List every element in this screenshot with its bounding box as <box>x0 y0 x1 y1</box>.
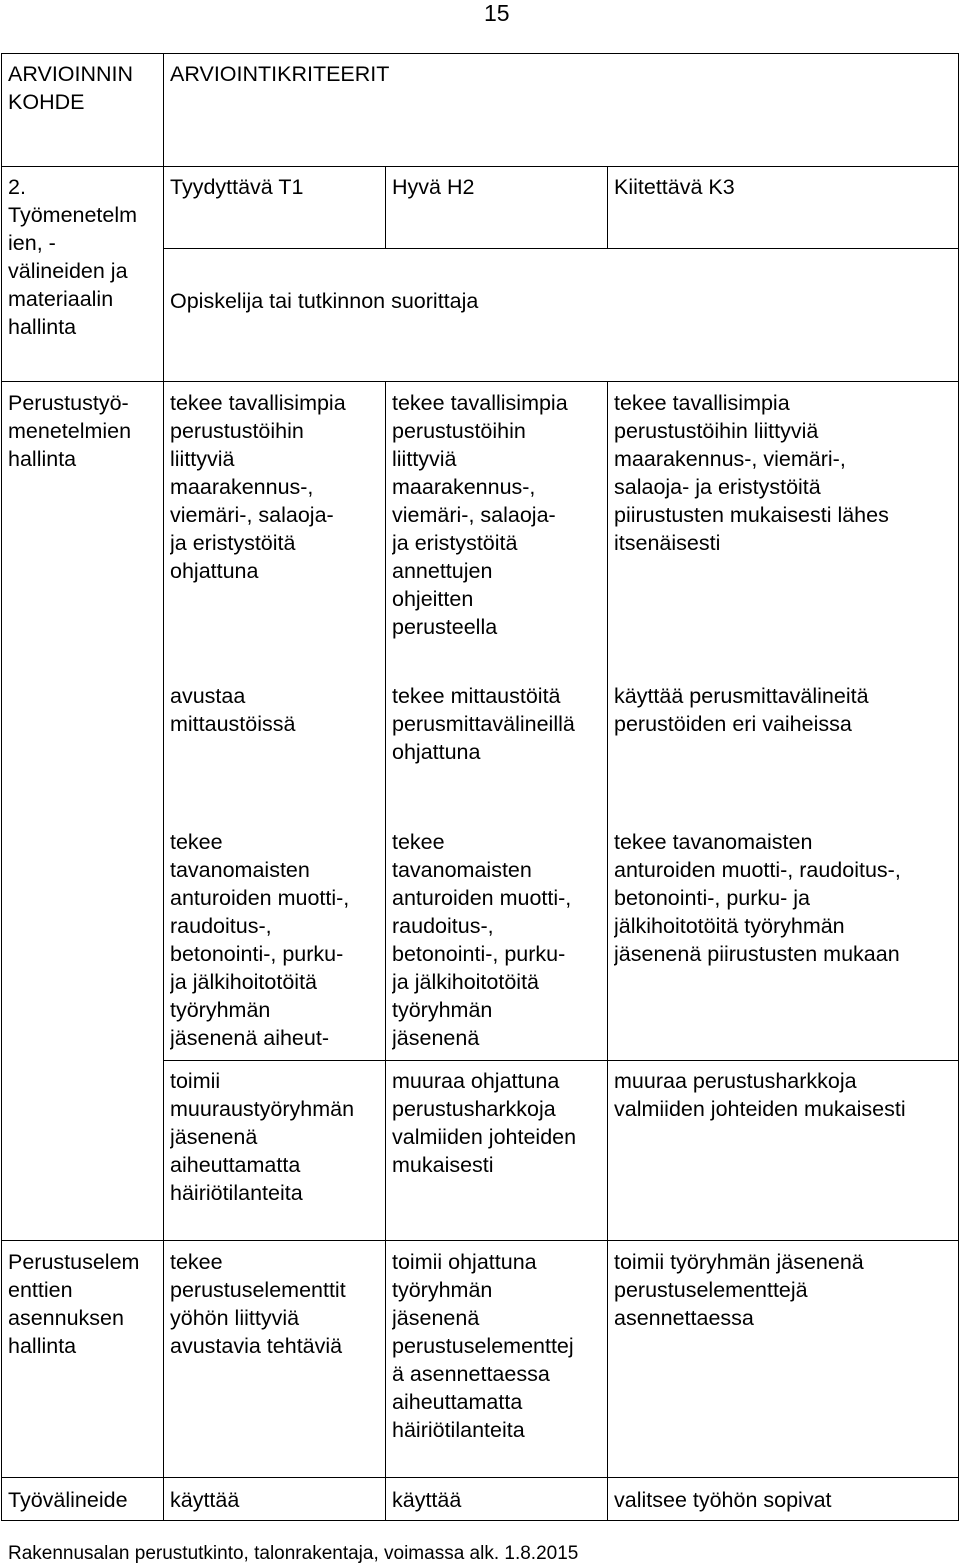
level-k3: Kiitettävä K3 <box>614 175 735 199</box>
row6-t1: käyttää <box>170 1488 240 1512</box>
row4-k3: muuraa perustusharkkoja valmiiden johteiden mukaisesti <box>614 1069 906 1121</box>
table-col-divider <box>607 166 608 249</box>
row3-k3: tekee tavanomaisten anturoiden muotti-, raudoitus-, betonointi-, purku- ja jälkihoitotöitä työryhmän jäsenenä piirustusten mukaan <box>614 830 901 966</box>
row1-k3: tekee tavallisimpia perustustöihin liittyviä maarakennus-, viemäri-, salaoja- ja eristystöitä piirustusten mukaisesti lähes itsenäisesti <box>614 391 889 555</box>
row-label-tools: Työvälineide <box>8 1488 128 1512</box>
header-assessment-criteria: ARVIOINTIKRITEERIT <box>170 62 390 86</box>
row2-k3: käyttää perusmittavälineitä perustöiden eri vaiheissa <box>614 684 869 736</box>
row-label-foundation-elements: Perustuselem enttien asennuksen hallinta <box>8 1250 140 1358</box>
table-rule <box>1 166 959 167</box>
table-border-bottom <box>1 1520 959 1521</box>
row3-h2: tekee tavanomaisten anturoiden muotti-, raudoitus-, betonointi-, purku- ja jälkihoitotöitä työryhmän jäsenenä <box>392 830 572 1050</box>
row1-h2: tekee tavallisimpia perustustöihin liittyviä maarakennus-, viemäri-, salaoja- ja eristystöitä annettujen ohjeitten perusteella <box>392 391 568 639</box>
table-col-divider <box>607 381 608 1521</box>
row5-h2: toimii ohjattuna työryhmän jäsenenä perustuselementtej ä asennettaessa aiheuttamatta häiriötilanteita <box>392 1250 574 1442</box>
row2-h2: tekee mittaustöitä perusmittavälineillä ohjattuna <box>392 684 575 764</box>
row4-t1: toimii muuraustyöryhmän jäsenenä aiheuttamatta häiriötilanteita <box>170 1069 355 1205</box>
table-border-right <box>958 53 959 1521</box>
table-rule <box>163 1060 959 1061</box>
row6-h2: käyttää <box>392 1488 462 1512</box>
row3-t1: tekee tavanomaisten anturoiden muotti-, raudoitus-, betonointi-, purku- ja jälkihoitotöitä työryhmän jäsenenä aiheut- <box>170 830 350 1050</box>
table-rule <box>1 1240 959 1241</box>
table-col-divider <box>385 166 386 249</box>
row2-t1: avustaa mittaustöissä <box>170 684 296 736</box>
row5-t1: tekee perustuselementtit yöhön liittyviä avustavia tehtäviä <box>170 1250 346 1358</box>
table-rule <box>1 381 959 382</box>
table-rule <box>163 248 959 249</box>
table-rule <box>1 1477 959 1478</box>
row6-k3: valitsee työhön sopivat <box>614 1488 832 1512</box>
header-assessment-target: ARVIOINNIN KOHDE <box>8 62 134 114</box>
row4-h2: muuraa ohjattuna perustusharkkoja valmiiden johteiden mukaisesti <box>392 1069 577 1177</box>
level-t1: Tyydyttävä T1 <box>170 175 304 199</box>
level-h2: Hyvä H2 <box>392 175 475 199</box>
page-number: 15 <box>484 0 510 26</box>
table-col-divider <box>385 381 386 1521</box>
row5-k3: toimii työryhmän jäsenenä perustuselementtejä asennettaessa <box>614 1250 864 1330</box>
table-col-divider <box>163 53 164 1521</box>
section-title: 2. Työmenetelm ien, - välineiden ja materiaalin hallinta <box>8 175 138 339</box>
subject-line: Opiskelija tai tutkinnon suorittaja <box>170 289 479 313</box>
row1-t1: tekee tavallisimpia perustustöihin liittyviä maarakennus-, viemäri-, salaoja- ja eristystöitä ohjattuna <box>170 391 346 583</box>
table-border-top <box>1 53 959 54</box>
row-label-foundation-methods: Perustustyö- menetelmien hallinta <box>8 391 132 471</box>
page-footer: Rakennusalan perustutkinto, talonrakentaja, voimassa alk. 1.8.2015 <box>8 1543 579 1564</box>
table-border-left <box>1 53 2 1521</box>
